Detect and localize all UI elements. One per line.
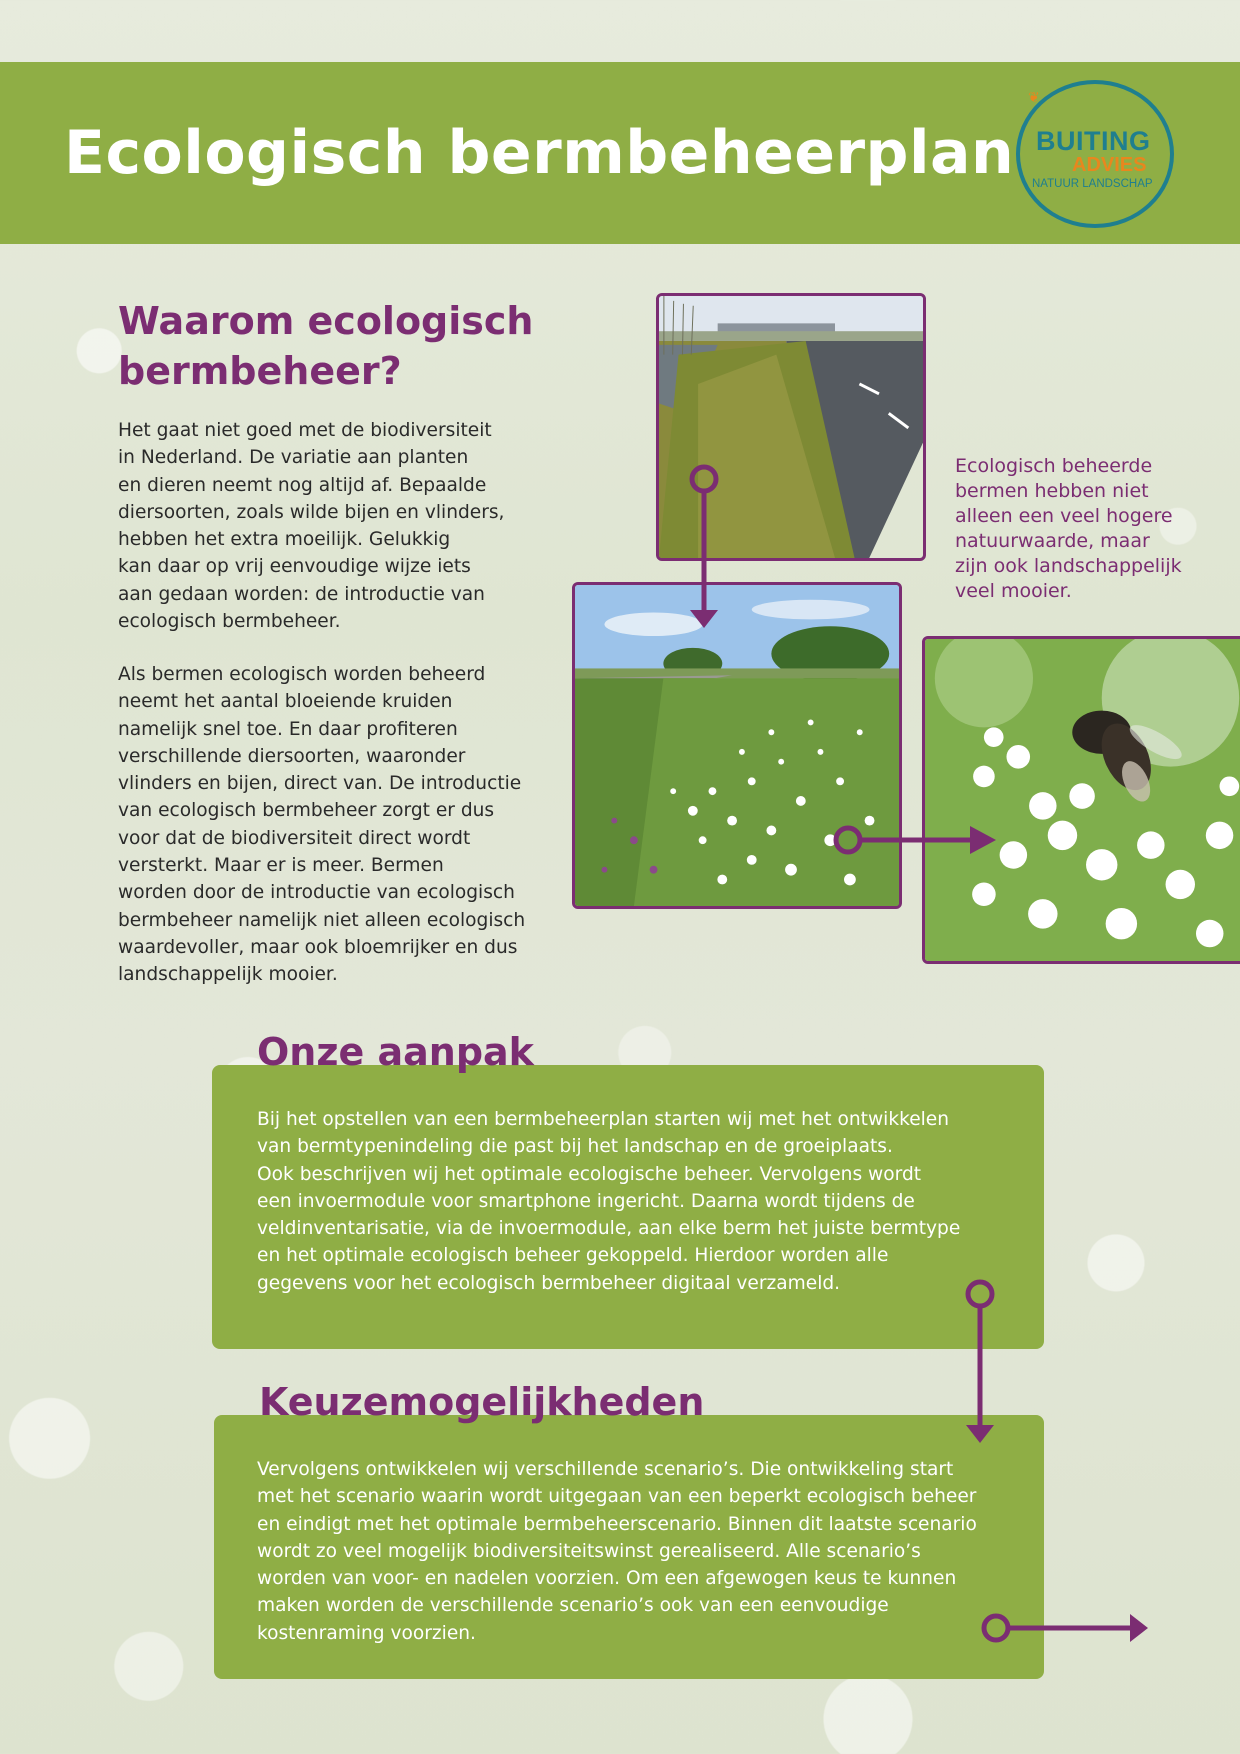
text-line: en dieren neemt nog altijd af. Bepaalde xyxy=(118,474,487,496)
intro-paragraph-1 xyxy=(118,417,504,635)
text-line: van bermtypenindeling die past bij het landschap en de groeiplaats. xyxy=(257,1136,893,1158)
text-line: neemt het aantal bloeiende kruiden xyxy=(118,691,453,713)
text-line: diersoorten, zoals wilde bijen en vlinders, xyxy=(118,501,505,523)
intro-paragraph-2 xyxy=(118,661,525,989)
text-line: ecologisch bermbeheer. xyxy=(118,611,341,633)
text-line: namelijk snel toe. En daar profiteren xyxy=(118,718,458,740)
text-line: bermbeheer namelijk niet alleen ecologisch xyxy=(118,909,526,931)
text-line: versterkt. Maar er is meer. Bermen xyxy=(118,855,444,877)
text-line: vlinders en bijen, direct van. De introductie xyxy=(118,773,522,795)
page-title: Ecologisch bermbeheerplan xyxy=(64,118,1015,188)
section-heading-approach: Onze aanpak xyxy=(257,1030,534,1074)
caption-line: alleen een veel hogere xyxy=(955,505,1173,527)
caption-line: veel mooier. xyxy=(955,580,1072,602)
section-heading-options: Keuzemogelijkheden xyxy=(259,1380,705,1424)
text-line: hebben het extra moeilijk. Gelukkig xyxy=(118,529,451,551)
butterfly-icon: ❦ xyxy=(1028,90,1040,106)
text-line: Als bermen ecologisch worden beheerd xyxy=(118,664,486,685)
section-heading-why xyxy=(118,296,533,396)
photo-bee-on-flower xyxy=(922,636,1240,964)
logo-main-text: BUITING xyxy=(1036,126,1151,156)
text-line: en het optimale ecologisch beheer gekoppeld. Hierdoor worden alle xyxy=(257,1245,889,1267)
heading-line: Waarom ecologisch xyxy=(118,299,534,343)
caption-line: bermen hebben niet xyxy=(955,480,1149,502)
caption-line: natuurwaarde, maar xyxy=(955,530,1150,552)
text-line: worden door de introductie van ecologisch xyxy=(118,882,515,904)
options-text xyxy=(257,1456,977,1647)
text-line: Vervolgens ontwikkelen wij verschillende scenario’s. Die ontwikkeling start xyxy=(257,1459,954,1480)
text-line: in Nederland. De variatie aan planten xyxy=(118,447,469,469)
text-line: waardevoller, maar ook bloemrijker en dus xyxy=(118,936,518,958)
caption-line: Ecologisch beheerde xyxy=(955,455,1153,477)
text-line: een invoermodule voor smartphone ingericht. Daarna wordt tijdens de xyxy=(257,1190,915,1212)
text-line: gegevens voor het ecologisch bermbeheer digitaal verzameld. xyxy=(257,1272,841,1294)
text-line: aan gedaan worden: de introductie van xyxy=(118,583,485,605)
text-line: Ook beschrijven wij het optimale ecologische beheer. Vervolgens wordt xyxy=(257,1163,922,1185)
text-line: maken worden de verschillende scenario’s ook van een eenvoudige xyxy=(257,1595,889,1617)
photo-flowering-verge xyxy=(572,582,902,909)
text-line: kostenraming voorzien. xyxy=(257,1622,476,1644)
text-line: veldinventarisatie, via de invoermodule, aan elke berm het juiste bermtype xyxy=(257,1218,961,1240)
text-line: worden van voor- en nadelen voorzien. Om een afgewogen keus te kunnen xyxy=(257,1568,957,1590)
text-line: en eindigt met het optimale bermbeheerscenario. Binnen dit laatste scenario xyxy=(257,1513,977,1535)
text-line: kan daar op vrij eenvoudige wijze iets xyxy=(118,556,471,578)
approach-text xyxy=(257,1106,960,1297)
text-line: verschillende diersoorten, waaronder xyxy=(118,745,466,767)
photo-caption xyxy=(955,454,1182,604)
text-line: Bij het opstellen van een bermbeheerplan starten wij met het ontwikkelen xyxy=(257,1109,950,1130)
heading-line: bermbeheer? xyxy=(118,349,402,393)
arrowhead-right-icon xyxy=(1130,1614,1148,1642)
text-line: van ecologisch bermbeheer zorgt er dus xyxy=(118,800,495,822)
text-line: Het gaat niet goed met de biodiversiteit xyxy=(118,420,492,441)
caption-line: zijn ook landschappelijk xyxy=(955,555,1182,577)
text-line: met het scenario waarin wordt uitgegaan van een beperkt ecologisch beheer xyxy=(257,1486,977,1508)
text-line: wordt zo veel mogelijk biodiversiteitswinst gerealiseerd. Alle scenario’s xyxy=(257,1540,921,1562)
text-line: landschappelijk mooier. xyxy=(118,964,338,986)
logo-tagline: NATUUR LANDSCHAP xyxy=(1032,178,1153,190)
company-logo xyxy=(1016,80,1174,228)
logo-sub-text: ADVIES xyxy=(1072,154,1147,176)
text-line: voor dat de biodiversiteit direct wordt xyxy=(118,827,471,849)
photo-roadside-verge xyxy=(656,293,926,561)
